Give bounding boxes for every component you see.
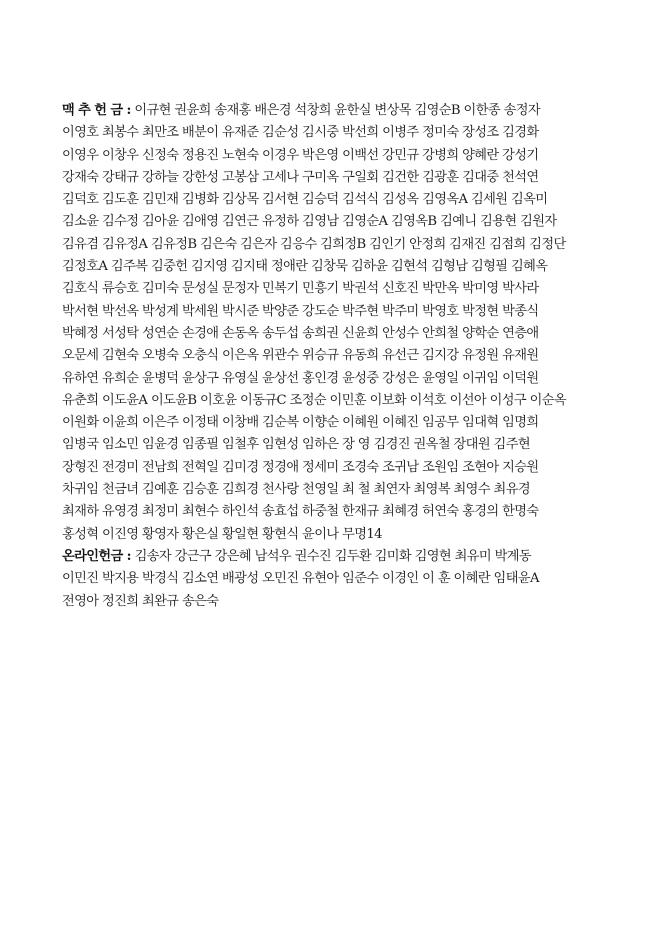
name-list: 김송자 강근구 강은혜 남석우 권수진 김두환 김미화 김영현 최유미 박계동	[134, 549, 532, 564]
name-list: 이민진 박지용 박경식 김소연 배광성 오민진 유현아 임준수 이경인 이 훈 이혜란 임태윤A	[62, 571, 539, 587]
name-list: 이규현 권윤희 송재홍 배은경 석창희 윤한실 변상목 김영순B 이한종 송정자	[134, 103, 540, 118]
list-line	[62, 100, 622, 122]
name-list: 김소윤 김수정 김아윤 김애영 김연근 유정하 김영남 김영순A 김영옥B 김예니 김용현 김원자	[62, 214, 557, 230]
name-list: 박혜정 서성탁 성연순 손경애 손동옥 송두섭 송희권 신윤희 안성수 안희철 양학순 연층애	[62, 325, 539, 341]
name-list: 전영아 정진희 최완규 송은숙	[62, 593, 219, 609]
section-label: 맥 추 헌 금 :	[62, 103, 131, 118]
name-list: 김호식 류승호 김미숙 문성실 문정자 민복기 민흥기 박권석 신호진 박만옥 박미영 박사라	[62, 281, 539, 297]
name-list: 오문세 김현숙 오병숙 오충식 이은옥 위관수 위승규 유동희 유선근 김지강 유정원 유재원	[62, 348, 539, 364]
offering-list-section	[62, 100, 622, 546]
name-list: 박서현 박선옥 박성계 박세원 박시준 박양준 강도순 박주현 박주미 박영호 박정현 박종식	[62, 303, 539, 319]
name-list: 홍성혁 이진영 황영자 황은실 황일현 황현식 윤이나 무명14	[62, 526, 382, 542]
name-list: 유하연 유희순 윤병덕 윤상구 유영실 윤상선 홍인경 윤성중 강성은 윤영일 이귀임 이덕원	[62, 370, 539, 386]
name-list: 최재하 유영경 최정미 최현수 하인석 송효섭 하중철 한재규 최혜경 허연숙 홍경의 한명숙	[62, 504, 539, 520]
name-list: 임병국 임소민 임윤경 임종필 임철후 임현성 임하은 장 영 김경진 권옥철 장대원 김주현	[62, 437, 530, 453]
name-list: 김유겸 김유정A 김유정B 김은숙 김은자 김응수 김희정B 김인기 안정희 김재진 김점희 김정단	[62, 236, 566, 252]
section-label: 온라인헌금 :	[62, 549, 131, 564]
name-list: 강재숙 강태규 강하늘 강한성 고봉삼 고세나 구미옥 구일회 김건한 김광훈 김대중 천석연	[62, 169, 539, 185]
name-list: 김덕호 김도훈 김민재 김병화 김상목 김서현 김승덕 김석식 김성옥 김영옥A 김세원 김옥미	[62, 192, 548, 208]
name-list: 유춘희 이도윤A 이도윤B 이호윤 이동규C 조정순 이민훈 이보화 이석호 이선아 이성구 이순옥	[62, 392, 567, 408]
name-list: 이영우 이창우 신정숙 정용진 노현숙 이경우 박은영 이백선 강민규 강병희 양혜란 강성기	[62, 147, 539, 163]
list-line	[62, 546, 622, 568]
name-list: 차귀임 천금녀 김예훈 김승훈 김희경 천사랑 천영일 최 철 최연자 최영복 최영수 최유경	[62, 482, 530, 498]
online-offering-section	[62, 546, 622, 613]
name-list: 김정호A 김주복 김중헌 김지영 김지태 정애란 김창묵 김하윤 김현석 김형남 김형필 김혜옥	[62, 259, 548, 275]
name-list: 이원화 이윤희 이은주 이정태 이창배 김순복 이향순 이혜원 이혜진 임공무 임대혁 임명희	[62, 415, 539, 431]
name-list: 장형진 전경미 전남희 전혁일 김미경 정경애 정세미 조경숙 조귀남 조원임 조현아 지승원	[62, 459, 539, 475]
name-list: 이영호 최봉수 최만조 배분이 유재준 김순성 김시중 박선희 이병주 정미숙 장성조 김경화	[62, 125, 539, 141]
